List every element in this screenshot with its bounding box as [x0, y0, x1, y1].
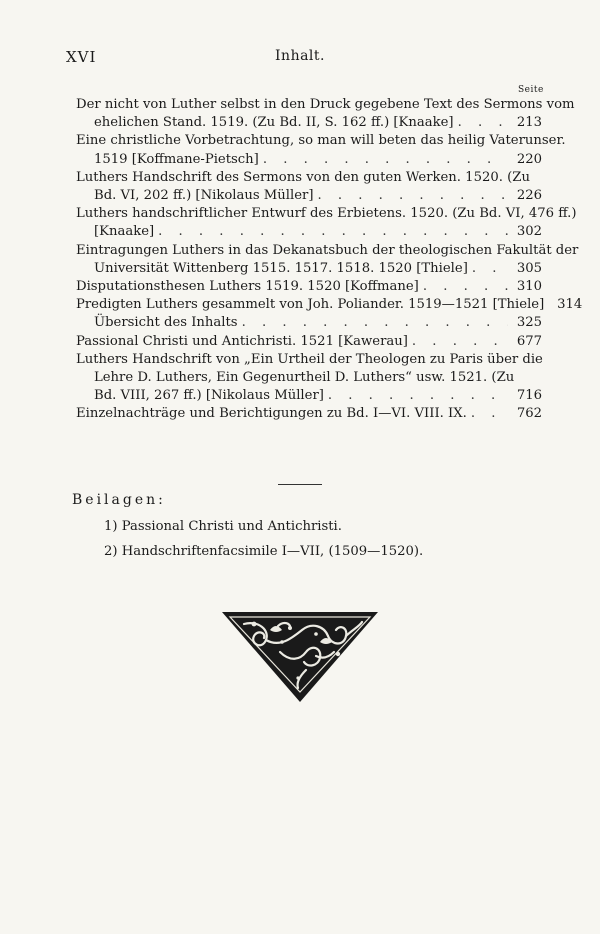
leader-dots	[458, 114, 508, 132]
page-number: XVI	[66, 48, 97, 66]
leader-dots	[472, 260, 508, 278]
leader-dots	[423, 278, 508, 296]
toc-entry-text: Disputationsthesen Luthers 1519. 1520 [Koffmane]	[76, 279, 419, 295]
toc-entry	[76, 242, 579, 278]
toc-entry-line	[76, 187, 542, 205]
toc-entry-text: Universität Wittenberg 1515. 1517. 1518. 1520 [Thiele]	[94, 260, 468, 276]
toc-entry-text: Der nicht von Luther selbst in den Druck gegebene Text des Sermons vom	[76, 97, 575, 112]
toc-entry-text: Eine christliche Vorbetrachtung, so man will beten das heilig Vaterunser.	[76, 133, 566, 149]
toc-page-number: 310	[516, 279, 542, 295]
toc-entry-text: Luthers handschriftlicher Entwurf des Erbietens. 1520. (Zu Bd. VI, 476 ff.)	[76, 206, 577, 222]
toc-entry	[76, 96, 575, 132]
page-column-label: Seite	[518, 85, 544, 95]
toc-entry-line	[76, 296, 583, 314]
beilagen-heading: Beilagen:	[72, 492, 166, 508]
toc-entry-line	[76, 132, 566, 150]
toc-entry-text: Luthers Handschrift von „Ein Urtheil der Theologen zu Paris über die	[76, 351, 543, 367]
toc-entry	[76, 169, 542, 205]
toc-entry	[76, 296, 583, 314]
toc-entry-line	[76, 205, 577, 223]
toc-entry-line	[76, 242, 579, 260]
toc-entry-line	[76, 314, 542, 332]
toc-entry-text: Lehre D. Luthers, Ein Gegenurtheil D. Luthers“ usw. 1521. (Zu	[94, 370, 515, 386]
toc-entry-line	[76, 351, 542, 369]
toc-page-number: 226	[516, 188, 542, 204]
toc-entry-line	[76, 114, 542, 132]
leader-dots	[471, 405, 508, 423]
toc-entry-text: ehelichen Stand. 1519. (Zu Bd. II, S. 162 ff.) [Knaake]	[94, 115, 454, 131]
toc-entry	[76, 314, 542, 332]
toc-entry-text: Übersicht des Inhalts	[94, 315, 238, 331]
toc-entry-line	[76, 278, 542, 296]
toc-entry	[76, 351, 542, 406]
toc-entry-line	[76, 151, 542, 169]
toc-entry-line	[76, 333, 542, 351]
toc-entry	[76, 278, 542, 296]
beilagen-item: 2) Handschriftenfacsimile I—VII, (1509—1520).	[104, 544, 424, 559]
leader-dots	[317, 187, 508, 205]
toc-entry-text: [Knaake]	[94, 224, 155, 240]
leader-dots	[242, 314, 508, 332]
leader-dots	[328, 387, 508, 405]
toc-entry-text: Luthers Handschrift des Sermons von den guten Werken. 1520. (Zu	[76, 169, 530, 185]
section-divider	[278, 484, 322, 485]
beilagen-list	[104, 514, 423, 564]
toc-entry-line	[76, 369, 542, 387]
toc-entry-line	[76, 387, 542, 405]
triangular-floral-vignette-icon	[220, 608, 380, 704]
toc-entry-text: 1519 [Koffmane-Pietsch]	[94, 151, 259, 167]
toc-entry-line	[76, 260, 542, 278]
beilagen-item: 1) Passional Christi und Antichristi.	[104, 519, 342, 534]
toc-entry	[76, 132, 566, 168]
toc-entry-line	[76, 169, 542, 187]
leader-dots	[158, 223, 508, 241]
toc-entry-text: Predigten Luthers gesammelt von Joh. Poliander. 1519—1521 [Thiele]	[76, 297, 545, 313]
toc-page-number: 677	[516, 333, 542, 349]
table-of-contents	[76, 96, 583, 424]
toc-entry-line	[76, 96, 575, 114]
toc-entry-text: Eintragungen Luthers in das Dekanatsbuch der theologischen Fakultät der	[76, 242, 579, 258]
leader-dots	[263, 151, 508, 169]
toc-entry-text: Bd. VI, 202 ff.) [Nikolaus Müller]	[94, 188, 314, 204]
toc-entry	[76, 333, 542, 351]
running-title: Inhalt.	[275, 48, 325, 64]
toc-page-number: 314	[557, 297, 583, 313]
leader-dots	[412, 333, 508, 351]
toc-entry	[76, 405, 542, 423]
toc-entry-line	[76, 405, 542, 423]
toc-entry-text: Passional Christi und Antichristi. 1521 [Kawerau]	[76, 333, 408, 349]
toc-page-number: 220	[516, 151, 542, 167]
toc-entry-text: Bd. VIII, 267 ff.) [Nikolaus Müller]	[94, 388, 324, 404]
toc-page-number: 325	[516, 315, 542, 331]
toc-page-number: 213	[516, 115, 542, 131]
toc-page-number: 302	[516, 224, 542, 240]
toc-page-number: 716	[516, 388, 542, 404]
toc-entry-line	[76, 223, 542, 241]
toc-page-number: 305	[516, 260, 542, 276]
toc-entry-text: Einzelnachträge und Berichtigungen zu Bd. I—VI. VIII. IX.	[76, 406, 467, 422]
toc-entry	[76, 205, 577, 241]
toc-page-number: 762	[516, 406, 542, 422]
